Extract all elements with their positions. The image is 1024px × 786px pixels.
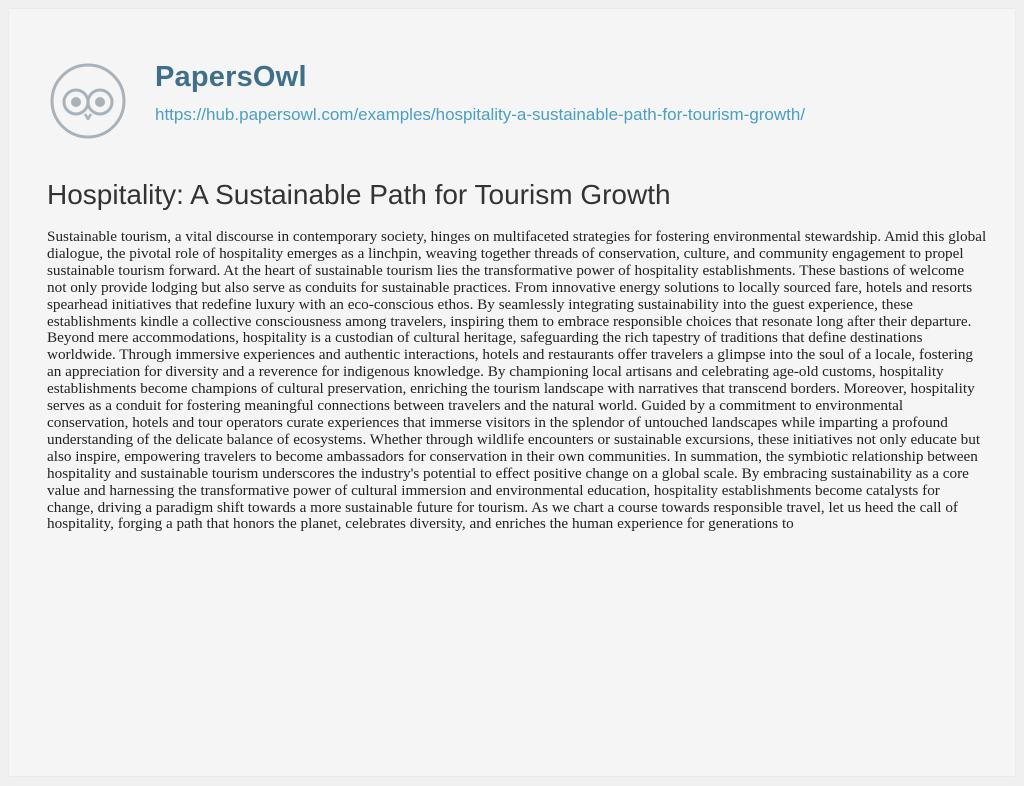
article-title: Hospitality: A Sustainable Path for Tourism Growth	[47, 179, 671, 210]
owl-eyes-logo-icon	[49, 62, 127, 140]
article-body: Sustainable tourism, a vital discourse in contemporary society, hinges on multifaceted strategies for fostering environmental stewardship. Amid this global dialogue, the pivotal role of hospitality emerges as a linchpin, weaving together threads of conservation, culture, and community engagement to propel sustainable tourism forward. At the heart of sustainable tourism lies the transformative power of hospitality establishments. These bastions of welcome not only provide lodging but also serve as conduits for sustainable practices. From innovative energy solutions to locally sourced fare, hotels and resorts spearhead initiatives that redefine luxury with an eco-conscious ethos. By seamlessly integrating sustainability into the guest experience, these establishments kindle a collective consciousness among travelers, inspiring them to embrace responsible choices that resonate long after their departure. Beyond mere accommodations, hospitality is a custodian of cultural heritage, safeguarding the rich tapestry of traditions that define destinations worldwide. Through immersive experiences and authentic interactions, hotels and restaurants offer travelers a glimpse into the soul of a locale, fostering an appreciation for diversity and a reverence for indigenous knowledge. By championing local artisans and celebrating age-old customs, hospitality establishments become champions of cultural preservation, enriching the tourism landscape with narratives that transcend borders. Moreover, hospitality serves as a conduit for fostering meaningful connections between travelers and the natural world. Guided by a commitment to environmental conservation, hotels and tour operators curate experiences that immerse visitors in the splendor of untouched landscapes while imparting a profound understanding of the delicate balance of ecosystems. Whether through wildlife encounters or sustainable excursions, these initiatives not only educate but also inspire, empowering travelers to become ambassadors for conservation in their own communities. In summation, the symbiotic relationship between hospitality and sustainable tourism underscores the industry's potential to effect positive change on a global scale. By embracing sustainability as a core value and harnessing the transformative power of cultural immersion and environmental education, hospitality establishments become catalysts for change, driving a paradigm shift towards a more sustainable future for tourism. As we chart a course towards responsible travel, let us heed the call of hospitality, forging a path that honors the planet, celebrates diversity, and enriches the human experience for generations to	[47, 228, 987, 533]
brand-name: PapersOwl	[155, 61, 307, 93]
source-url-link[interactable]: https://hub.papersowl.com/examples/hospitality-a-sustainable-path-for-tourism-growth/	[155, 105, 806, 124]
document-page	[9, 9, 1015, 776]
